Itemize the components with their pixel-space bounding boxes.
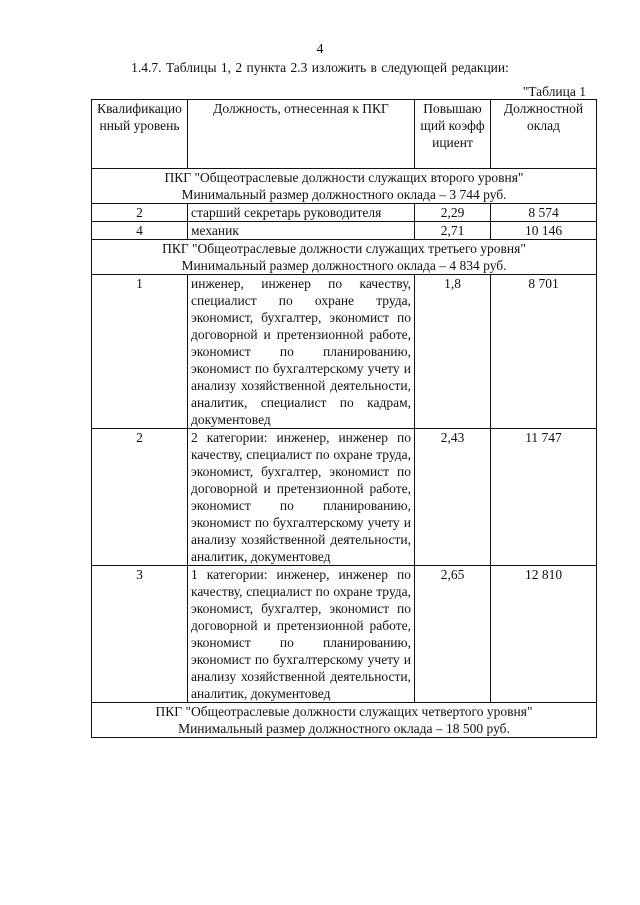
salary-table (91, 99, 597, 738)
table-row (92, 204, 597, 222)
page-number: 4 (316, 42, 324, 57)
pkg-group-title: ПКГ "Общеотраслевые должности служащих второго уровня" (164, 170, 524, 185)
cell-qualification-level: 2 (92, 429, 188, 566)
cell-position: старший секретарь руководителя (188, 204, 415, 222)
table-row (92, 275, 597, 429)
pkg-group-cell (92, 703, 597, 738)
cell-qualification-level: 2 (92, 204, 188, 222)
cell-coefficient: 2,43 (415, 429, 491, 566)
pkg-group-title: ПКГ "Общеотраслевые должности служащих третьего уровня" (162, 241, 526, 256)
table-caption: "Таблица 1 (522, 84, 586, 99)
cell-coefficient: 1,8 (415, 275, 491, 429)
cell-position: 1 категории: инженер, инженер по качеству, специалист по охране труда, экономист, бухгалтер, экономист по договорной и претензионной работе, экономист по планированию, экономист по бухгалтерскому учету и анализу хозяйственной деятельности, аналитик, документовед (188, 566, 415, 703)
pkg-min-salary: Минимальный размер должностного оклада – 18 500 руб. (178, 721, 510, 736)
cell-qualification-level: 3 (92, 566, 188, 703)
cell-coefficient: 2,29 (415, 204, 491, 222)
cell-position: механик (188, 222, 415, 240)
pkg-group-cell (92, 169, 597, 204)
cell-qualification-level: 1 (92, 275, 188, 429)
header-qualification: Квалификационный уровень (92, 100, 188, 169)
pkg-min-salary: Минимальный размер должностного оклада – 3 744 руб. (181, 187, 507, 202)
cell-salary: 11 747 (491, 429, 597, 566)
cell-salary: 12 810 (491, 566, 597, 703)
table-header-row (92, 100, 597, 169)
pkg-group-cell (92, 240, 597, 275)
header-coefficient: Повышающий коэффициент (415, 100, 491, 169)
pkg-group-header (92, 703, 597, 738)
table-row (92, 429, 597, 566)
pkg-group-title: ПКГ "Общеотраслевые должности служащих четвертого уровня" (155, 704, 533, 719)
cell-qualification-level: 4 (92, 222, 188, 240)
cell-coefficient: 2,65 (415, 566, 491, 703)
cell-position: 2 категории: инженер, инженер по качеству, специалист по охране труда, экономист, бухгалтер, экономист по договорной и претензионной работе, экономист по планированию, экономист по бухгалтерскому учету и анализу хозяйственной деятельности, аналитик, документовед (188, 429, 415, 566)
cell-coefficient: 2,71 (415, 222, 491, 240)
cell-salary: 10 146 (491, 222, 597, 240)
header-salary: Должностной оклад (491, 100, 597, 169)
cell-salary: 8 574 (491, 204, 597, 222)
pkg-min-salary: Минимальный размер должностного оклада – 4 834 руб. (181, 258, 507, 273)
table-row (92, 222, 597, 240)
amendment-intro: 1.4.7. Таблицы 1, 2 пункта 2.3 изложить в следующей редакции: (131, 60, 509, 75)
cell-position: инженер, инженер по качеству, специалист по охране труда, экономист, бухгалтер, экономист по договорной и претензионной работе, экономист по планированию, экономист по бухгалтерскому учету и анализу хозяйственной деятельности, аналитик, специалист по кадрам, документовед (188, 275, 415, 429)
pkg-group-header (92, 169, 597, 204)
header-position: Должность, отнесенная к ПКГ (188, 100, 415, 169)
table-row (92, 566, 597, 703)
pkg-group-header (92, 240, 597, 275)
cell-salary: 8 701 (491, 275, 597, 429)
